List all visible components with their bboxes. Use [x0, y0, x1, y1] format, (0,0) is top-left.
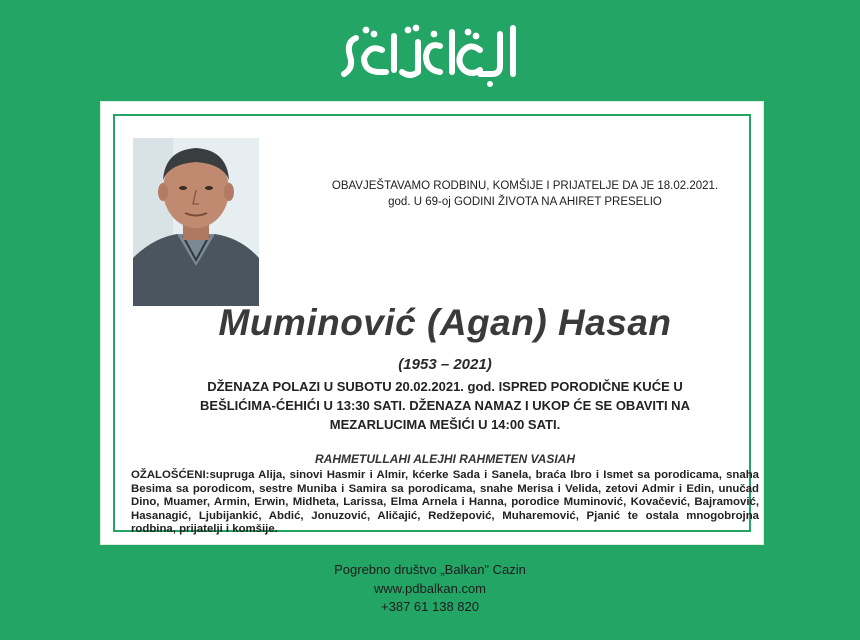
funeral-details	[155, 377, 735, 434]
mourners-label: OŽALOŠĆENI:	[131, 469, 210, 481]
calligraphy-logo	[330, 12, 530, 92]
mourners-text: supruga Alija, sinovi Hasmir i Almir, kćerke Sada i Sanela, braća Ibro i Ismet sa porodicama, snaha Besima sa porodicom, sestre Muniba i Samira sa porodicama, snahe Merisa i Velida, zetovi Admir i Edin, unučad Dino, Muamer, Armin, Erwin, Midheta, Larissa, Elma Arnela i Hanna, porodice Muminović, Kovačević, Bajramović, Hasanagić, Ljubijankić, Abdić, Jonuzović, Aličajić, Redžepović, Muharemović, Pjanić te ostala mnogobrojna rodbina, prijatelji i komšije.	[131, 469, 759, 536]
life-years: (1953 – 2021)	[398, 356, 492, 373]
funeral-line-3: MEZARLUCIMA MEŠIĆI U 14:00 SATI.	[329, 417, 561, 432]
intro-line-1: OBAVJEŠTAVAMO RODBINU, KOMŠIJE I PRIJATELJE DA JE 18.02.2021.	[331, 180, 719, 192]
company-website: www.pdbalkan.com	[374, 580, 486, 596]
deceased-name: Muminović (Agan) Hasan	[218, 302, 672, 343]
intro-line-2: god. U 69-oj GODINI ŽIVOTA NA AHIRET PRESELIO	[388, 196, 662, 208]
company-phone: +387 61 138 820	[381, 599, 479, 614]
deceased-photo	[133, 138, 259, 306]
card-border	[113, 114, 759, 536]
prayer-line: RAHMETULLAHI ALEJHI RAHMETEN VASIAH	[315, 452, 575, 466]
obituary-card	[100, 101, 764, 545]
funeral-line-1: DŽENAZA POLAZI U SUBOTU 20.02.2021. god. ISPRED PORODIČNE KUĆE U	[207, 379, 683, 394]
funeral-home-footer	[0, 561, 860, 617]
company-name: Pogrebno društvo „Balkan" Cazin	[334, 562, 526, 577]
funeral-line-2: BEŠLIĆIMA-ĆEHIĆI U 13:30 SATI. DŽENAZA NAMAZ I UKOP ĆE SE OBAVITI NA	[200, 398, 690, 413]
announcement-intro	[265, 178, 785, 210]
mourners-list	[131, 469, 759, 537]
arabic-calligraphy-header	[0, 12, 860, 102]
